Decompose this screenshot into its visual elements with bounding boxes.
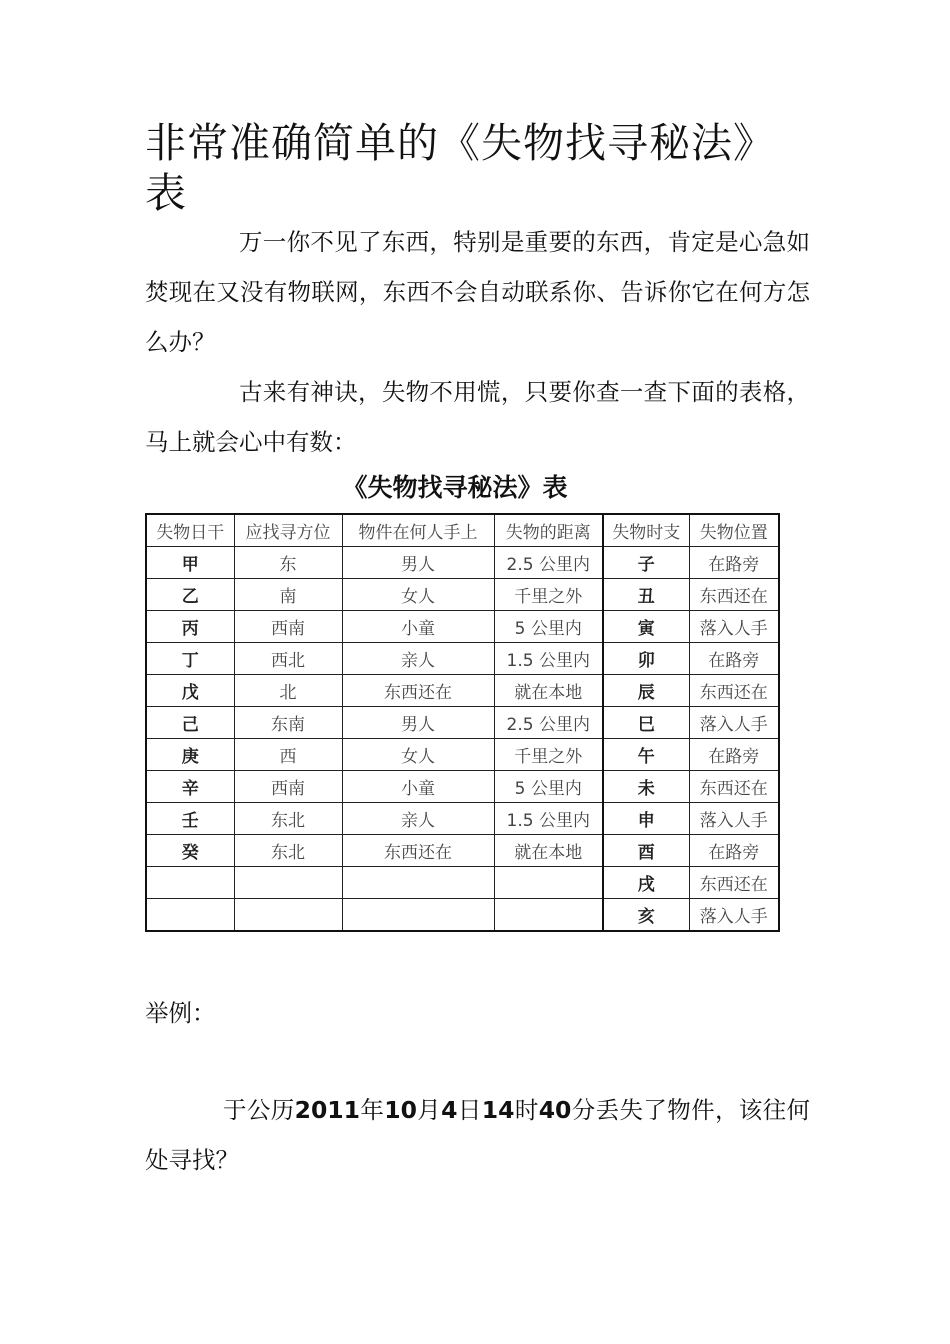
table-header-cell: 失物位置 [689, 514, 779, 547]
table-cell [234, 899, 342, 932]
example-text: 时 [514, 1096, 539, 1124]
table-header-cell: 失物日干 [146, 514, 234, 547]
table-cell: 女人 [342, 579, 494, 611]
example-label: 举例： [145, 999, 216, 1027]
example-day: 4 [441, 1096, 458, 1124]
table-header-cell: 物件在何人手上 [342, 514, 494, 547]
table-cell: 就在本地 [494, 675, 603, 707]
table-cell: 在路旁 [689, 835, 779, 867]
table-cell: 丁 [146, 643, 234, 675]
table-row [146, 675, 779, 707]
table-cell: 东西还在 [689, 675, 779, 707]
example-text: 于公历 [223, 1096, 295, 1124]
table-cell: 南 [234, 579, 342, 611]
table-cell: 小童 [342, 771, 494, 803]
table-cell: 千里之外 [494, 579, 603, 611]
table-cell: 庚 [146, 739, 234, 771]
table-cell: 酉 [603, 835, 689, 867]
table-cell [342, 899, 494, 932]
table-cell: 落入人手 [689, 803, 779, 835]
table-row [146, 643, 779, 675]
table-cell: 乙 [146, 579, 234, 611]
table-cell: 落入人手 [689, 611, 779, 643]
table-header-cell: 应找寻方位 [234, 514, 342, 547]
table-header-cell: 失物时支 [603, 514, 689, 547]
table-cell: 辛 [146, 771, 234, 803]
table-cell: 落入人手 [689, 899, 779, 932]
table-cell: 西南 [234, 611, 342, 643]
intro-paragraph-1: 万一你不见了东西，特别是重要的东西，肯定是心急如焚现在又没有物联网，东西不会自动联系你、告诉你它在何方怎么办？ [145, 228, 810, 356]
table-cell: 卯 [603, 643, 689, 675]
table-cell: 甲 [146, 547, 234, 579]
table-cell [494, 899, 603, 932]
example-paragraph [145, 1085, 810, 1185]
table-row [146, 579, 779, 611]
example-text: 年 [360, 1096, 385, 1124]
table-cell: 就在本地 [494, 835, 603, 867]
table-cell [146, 867, 234, 899]
table-cell: 2.5 公里内 [494, 547, 603, 579]
table-cell: 东西还在 [689, 867, 779, 899]
table-cell: 癸 [146, 835, 234, 867]
example-text: 日 [457, 1096, 482, 1124]
table-cell: 寅 [603, 611, 689, 643]
table-cell: 男人 [342, 547, 494, 579]
table-row [146, 899, 779, 932]
table-cell: 午 [603, 739, 689, 771]
table-row [146, 547, 779, 579]
lost-item-table [145, 513, 780, 932]
table-row [146, 835, 779, 867]
table-cell: 千里之外 [494, 739, 603, 771]
table-cell [494, 867, 603, 899]
table-cell: 丑 [603, 579, 689, 611]
example-month: 10 [384, 1096, 417, 1124]
table-cell: 落入人手 [689, 707, 779, 739]
table-row [146, 707, 779, 739]
table-header-cell: 失物的距离 [494, 514, 603, 547]
table-cell: 在路旁 [689, 547, 779, 579]
table-cell: 亥 [603, 899, 689, 932]
table-row [146, 803, 779, 835]
table-cell: 东西还在 [342, 835, 494, 867]
table-cell: 戊 [146, 675, 234, 707]
table-cell: 亲人 [342, 643, 494, 675]
table-cell: 女人 [342, 739, 494, 771]
table-cell: 5 公里内 [494, 771, 603, 803]
example-text: 月 [416, 1096, 442, 1124]
document-title: 非常准确简单的《失物找寻秘法》表 [145, 119, 775, 217]
table-cell: 5 公里内 [494, 611, 603, 643]
table-cell: 男人 [342, 707, 494, 739]
table-cell [342, 867, 494, 899]
table-cell: 申 [603, 803, 689, 835]
table-cell: 东西还在 [689, 771, 779, 803]
table-cell: 壬 [146, 803, 234, 835]
table-cell: 东北 [234, 835, 342, 867]
table-cell: 己 [146, 707, 234, 739]
table-cell: 东西还在 [689, 579, 779, 611]
example-text: 分丢失了物件，该往何处寻找？ [145, 1096, 811, 1174]
table-cell: 巳 [603, 707, 689, 739]
table-cell: 戌 [603, 867, 689, 899]
table-cell [234, 867, 342, 899]
table-cell: 西 [234, 739, 342, 771]
table-cell: 未 [603, 771, 689, 803]
table-cell: 北 [234, 675, 342, 707]
table-cell: 辰 [603, 675, 689, 707]
table-cell: 在路旁 [689, 643, 779, 675]
table-cell [146, 899, 234, 932]
table-row [146, 611, 779, 643]
table-cell: 西北 [234, 643, 342, 675]
table-cell: 亲人 [342, 803, 494, 835]
table-title: 《失物找寻秘法》表 [342, 473, 568, 502]
intro-paragraph-2: 古来有神诀，失物不用慌，只要你查一查下面的表格，马上就会心中有数： [145, 378, 810, 456]
table-row [146, 739, 779, 771]
table-cell: 西南 [234, 771, 342, 803]
table-cell: 东西还在 [342, 675, 494, 707]
table-cell: 东 [234, 547, 342, 579]
table-row [146, 867, 779, 899]
table-cell: 1.5 公里内 [494, 803, 603, 835]
table-cell: 子 [603, 547, 689, 579]
table-cell: 东南 [234, 707, 342, 739]
table-cell: 小童 [342, 611, 494, 643]
example-year: 2011 [294, 1096, 360, 1124]
table-cell: 1.5 公里内 [494, 643, 603, 675]
example-hour: 14 [481, 1096, 515, 1124]
table-row [146, 771, 779, 803]
table-cell: 在路旁 [689, 739, 779, 771]
example-minute: 40 [538, 1096, 572, 1124]
table-cell: 东北 [234, 803, 342, 835]
table-cell: 丙 [146, 611, 234, 643]
table-cell: 2.5 公里内 [494, 707, 603, 739]
table-header-row [146, 514, 779, 547]
